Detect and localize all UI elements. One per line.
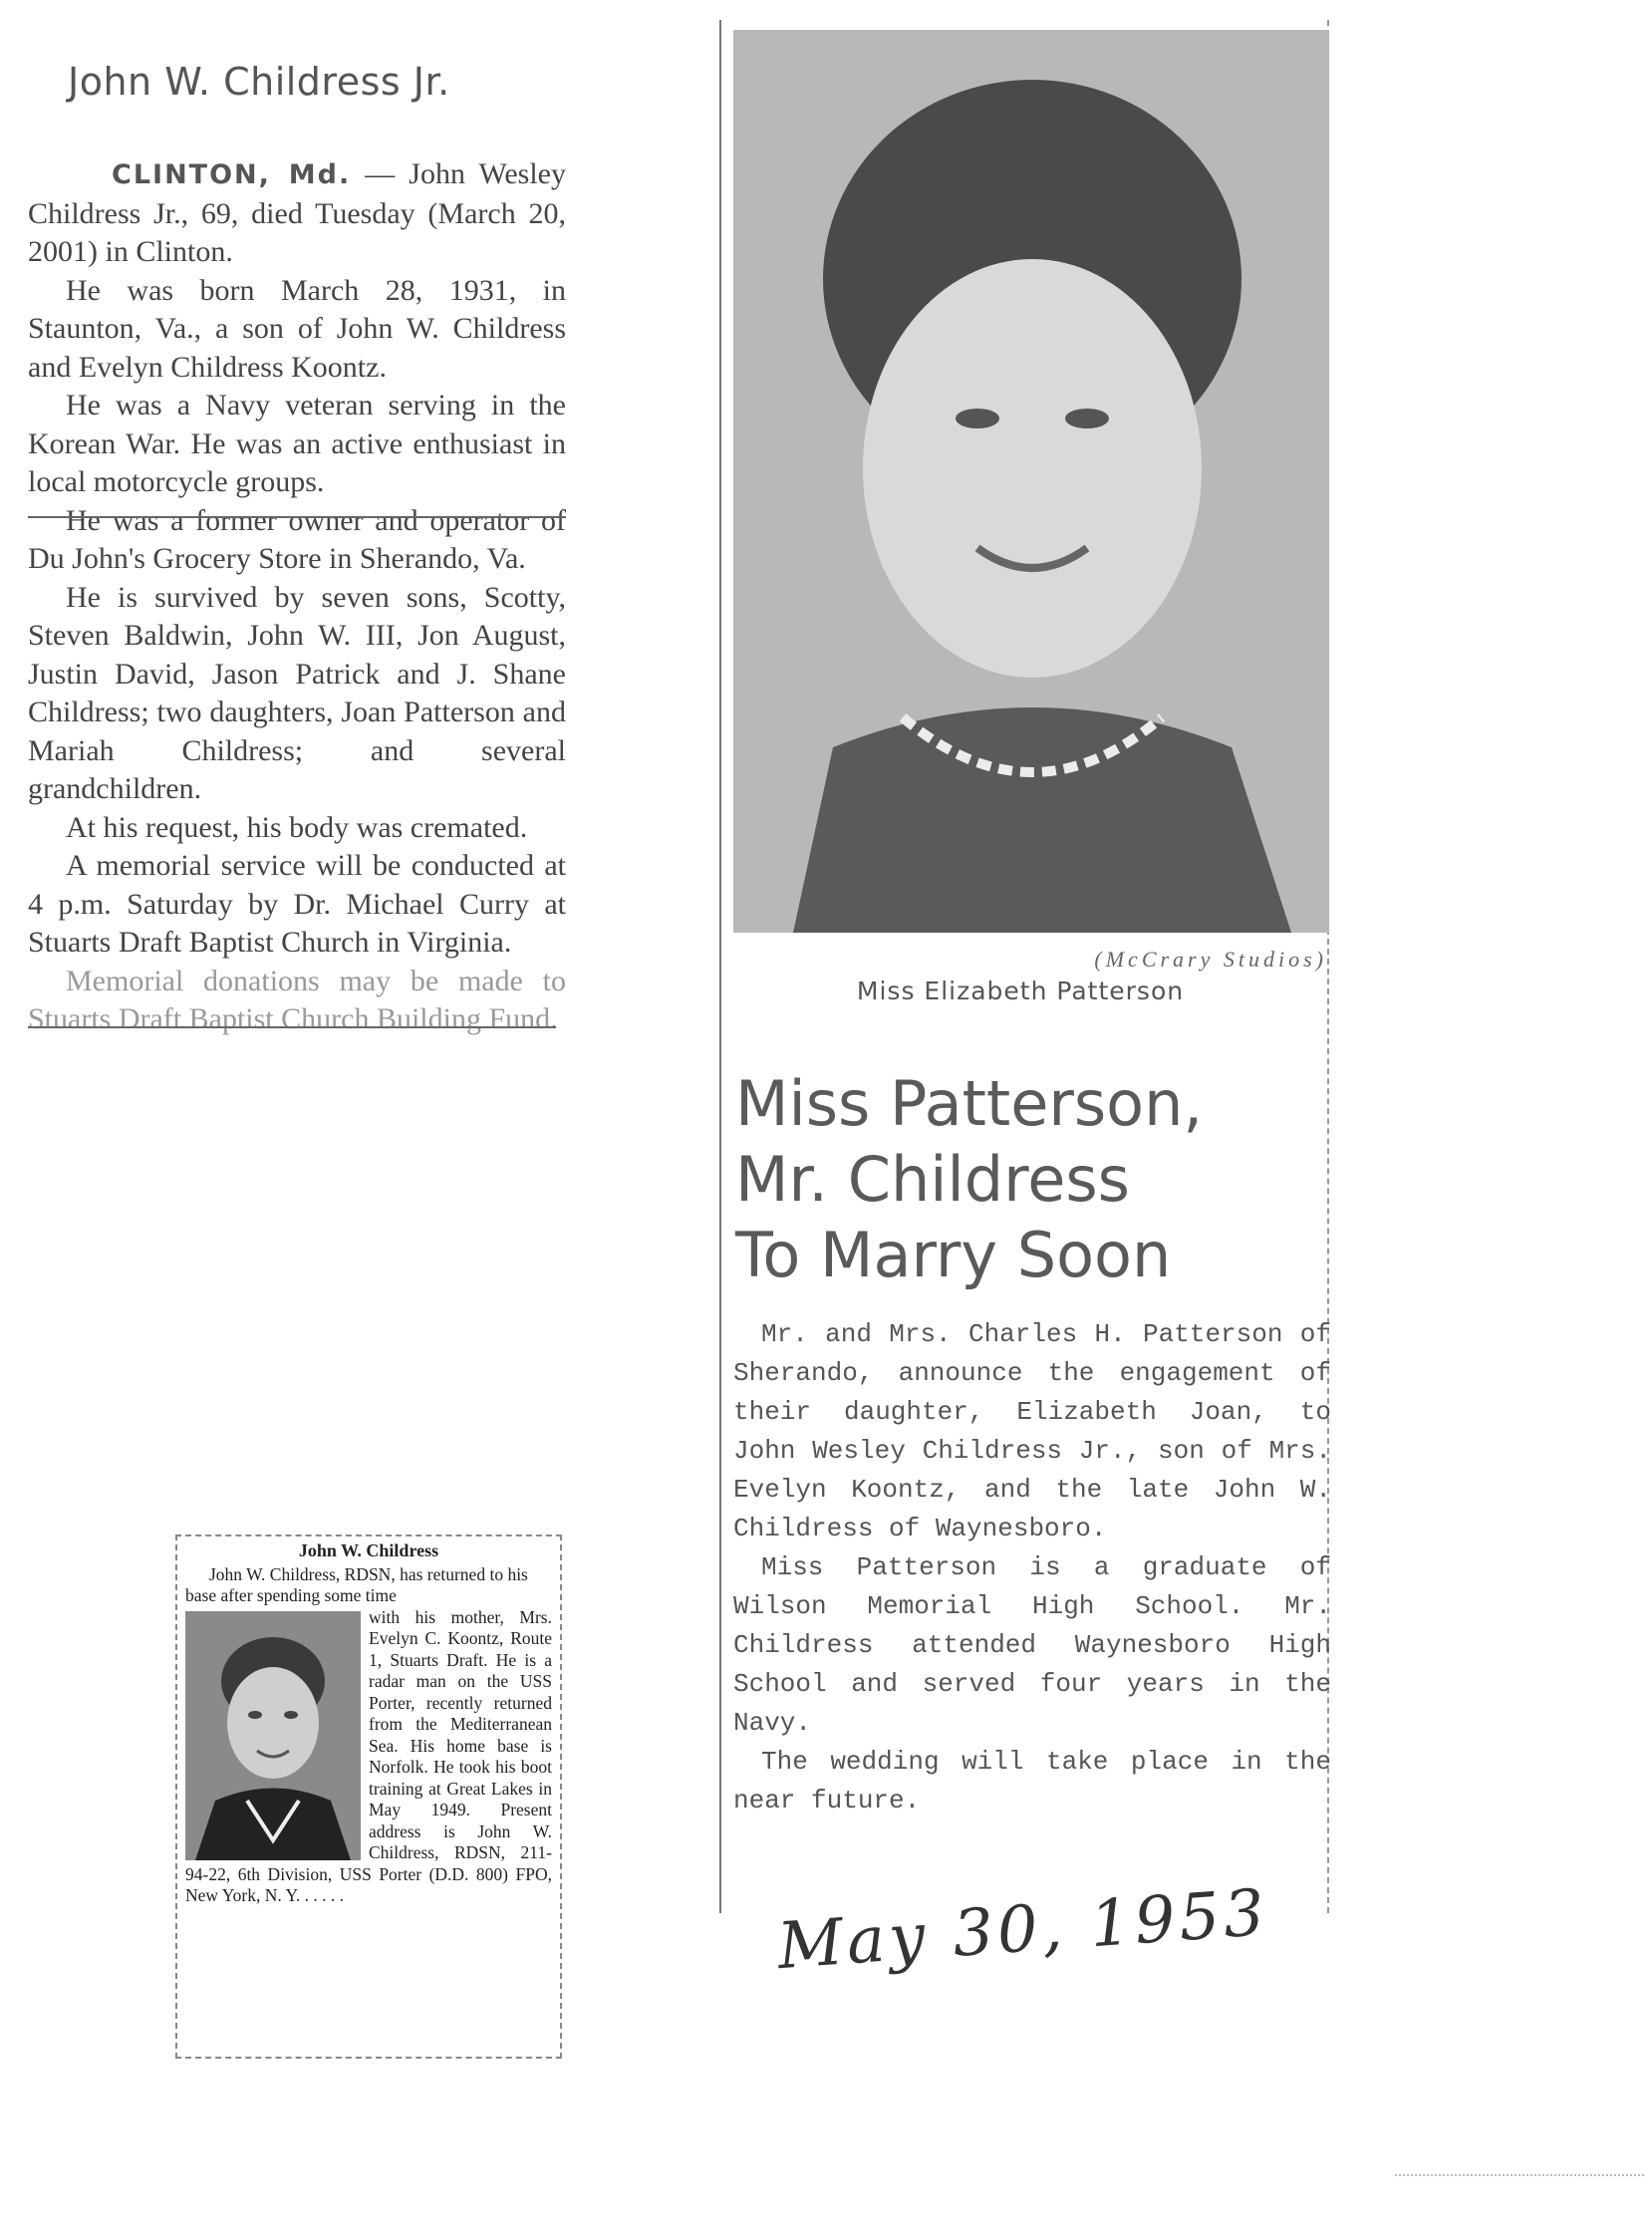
clipping-title: John W. Childress (298, 1540, 439, 1560)
handwritten-date: May 30, 1953 (775, 1875, 1271, 1985)
engagement-paragraph: Mr. and Mrs. Charles H. Patterson of Sherando, announce the engagement of their daughter, Elizabeth Joan, to John Wesley Childress Jr., son of Mrs. Evelyn Koontz, and the late John W. Childress of Waynesboro. (733, 1319, 1331, 1543)
scan-edge-marks (1395, 2174, 1644, 2182)
obituary-paragraph: He was a former owner and operator of Du John's Grocery Store in Sherando, Va. (28, 503, 566, 575)
obituary-column (28, 60, 566, 1039)
clipping-lead: John W. Childress, RDSN, has returned to his base after spending some time (185, 1563, 528, 1605)
obituary-paragraph: A memorial service will be conducted at 4 p.m. Saturday by Dr. Michael Curry at Stuarts Draft Baptist Church in Virginia. (28, 849, 566, 959)
engagement-headline: Miss Patterson, Mr. Childress To Marry Soon (735, 1067, 1204, 1291)
engagement-paragraph: The wedding will take place in the near future. (733, 1747, 1331, 1815)
obituary-paragraph: Memorial donations may be made to Stuarts Draft Baptist Church Building Fund. (28, 964, 566, 1035)
photo-caption: Miss Elizabeth Patterson (856, 977, 1185, 1005)
column-rule (28, 1026, 556, 1028)
clipping-body: with his mother, Mrs. Evelyn C. Koontz, Route 1, Stuarts Draft. He is a radar man on the USS Porter, recently returned from the Mediterranean Sea. His home base is Norfolk. He took his boot training at Great Lakes in May 1949. Present address is John W. Childress, RDSN, 211-94-22, 6th Division, USS Porter (D.D. 800) FPO, New York, N. Y. . . . . . (185, 1606, 552, 1905)
portrait-photo (733, 30, 1329, 933)
photo-credit: (McCrary Studios) (1094, 947, 1327, 972)
column-rule (28, 516, 566, 518)
obituary-dateline: CLINTON, Md. (112, 159, 352, 190)
obituary-paragraph: He was a Navy veteran serving in the Korean War. He was an active enthusiast in local motorcycle groups. (28, 389, 566, 498)
obituary-paragraph: At his request, his body was cremated. (66, 810, 528, 844)
engagement-announcement (719, 20, 1329, 1913)
obituary-paragraph: He is survived by seven sons, Scotty, Steven Baldwin, John W. III, Jon August, Justin David, Jason Patrick and J. Shane Childress; two daughters, Joan Patterson and Mariah Childress; and several grandchildren. (28, 580, 566, 805)
obituary-paragraph: CLINTON, Md. — John Wesley Childress Jr., 69, died Tuesday (March 20, 2001) in Clinton. (28, 157, 566, 268)
engagement-paragraph: Miss Patterson is a graduate of Wilson Memorial High School. Mr. Childress attended Waynesboro High School and served four years in the Navy. (733, 1552, 1331, 1738)
engagement-body (733, 1315, 1331, 1820)
obituary-paragraph: He was born March 28, 1931, in Staunton, Va., a son of John W. Childress and Evelyn Childress Koontz. (28, 273, 566, 384)
obituary-title: John W. Childress Jr. (68, 60, 450, 104)
sailor-portrait (185, 1611, 361, 1860)
navy-clipping (175, 1535, 562, 2059)
